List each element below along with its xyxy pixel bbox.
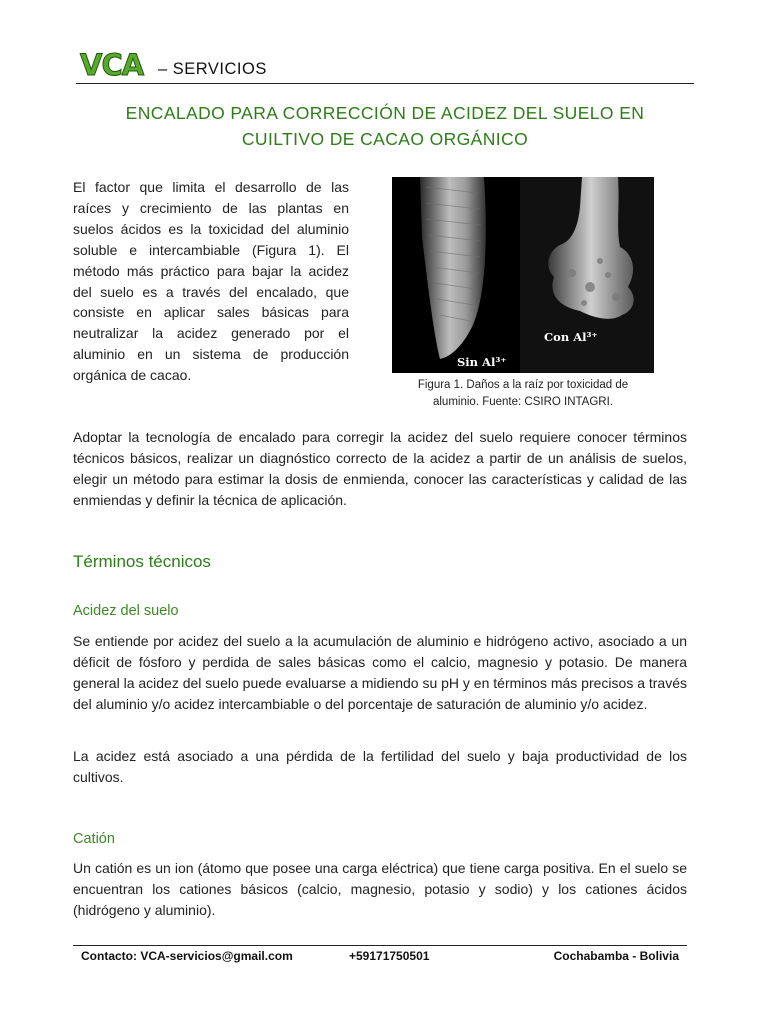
subheading-cation: Catión [73, 831, 115, 847]
figure-root-damage-image [392, 177, 654, 373]
healthy-root-illustration [392, 177, 518, 373]
footer-contact: Contacto: VCA-servicios@gmail.com [81, 949, 293, 963]
title-line-1: ENCALADO PARA CORRECCIÓN DE ACIDEZ DEL SUELO EN [125, 103, 645, 123]
footer-city: Cochabamba - Bolivia [553, 949, 679, 963]
section-heading-technical-terms: Términos técnicos [73, 552, 211, 571]
page-footer [73, 945, 687, 967]
caption-line-2: aluminio. Fuente: CSIRO INTAGRI. [432, 396, 613, 408]
technology-paragraph: Adoptar la tecnología de encalado para corregir la acidez del suelo requiere conocer términos técnicos básicos, realizar un diagnóstico correcto de la acidez a partir de un análisis de suelos, elegir un método para estimar la dosis de enmienda, conocer las características y calidad de las enmiendas y definir la técnica de aplicación. [73, 429, 687, 508]
label-sin-al: Sin Al³⁺ [457, 355, 507, 369]
footer-phone: +59171750501 [349, 949, 430, 963]
subheading-soil-acidity: Acidez del suelo [73, 603, 179, 619]
fertility-paragraph: La acidez está asociado a una pérdida de la fertilidad del suelo y baja productividad de los cultivos. [73, 748, 687, 785]
page-header [76, 48, 694, 84]
cation-paragraph: Un catión es un ion (átomo que posee una carga eléctrica) que tiene carga positiva. En el suelo se encuentran los cationes básicos (calcio, magnesio, potasio y sodio) y los cationes ácidos (hidrógeno y aluminio). [73, 860, 687, 918]
root-with-aluminum-image [520, 177, 654, 373]
intro-paragraph: El factor que limita el desarrollo de las raíces y crecimiento de las plantas en suelos ácidos es la toxicidad del aluminio soluble e intercambiable (Figura 1). El método más práctico para bajar la acidez del suelo es a través del encalado, que consiste en aplicar sales básicas para neutralizar la acidez generado por el aluminio en un sistema de producción orgánica de cacao. [73, 179, 349, 384]
document-title [76, 100, 694, 152]
figure-caption [392, 377, 654, 411]
label-con-al: Con Al³⁺ [544, 330, 598, 344]
header-subtitle: – SERVICIOS [158, 60, 267, 78]
vca-logo: VCA [80, 48, 144, 82]
soil-acidity-paragraph: Se entiende por acidez del suelo a la acumulación de aluminio e hidrógeno activo, asociado a un déficit de fósforo y perdida de sales básicas como el calcio, magnesio y potasio. De manera general la acidez del suelo puede evaluarse a midiendo su pH y en términos más precisos a través del aluminio y/o acidez intercambiable o del porcentaje de saturación de aluminio y/o acidez. [73, 633, 688, 712]
root-without-aluminum-image [392, 177, 518, 373]
caption-line-1: Figura 1. Daños a la raíz por toxicidad de [417, 379, 629, 391]
title-line-2: CUILTIVO DE CACAO ORGÁNICO [241, 129, 529, 149]
